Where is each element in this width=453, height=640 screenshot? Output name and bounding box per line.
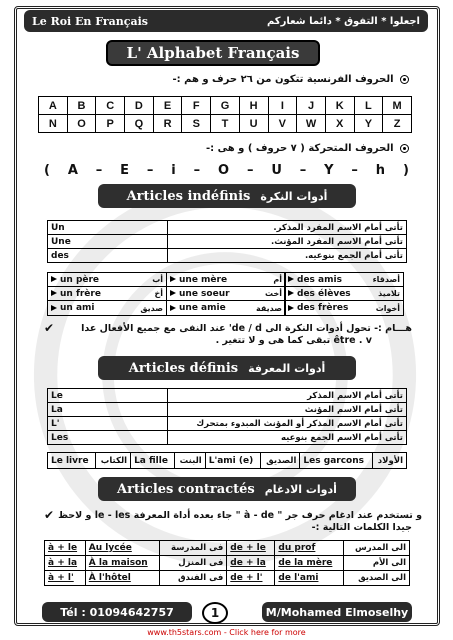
article-usage: تأتى أمام الجمع بنوعيه. bbox=[168, 249, 407, 263]
bullet-icon bbox=[400, 144, 409, 153]
example-column bbox=[284, 272, 404, 316]
contracted-table bbox=[44, 540, 410, 586]
arrow-right-icon bbox=[170, 290, 176, 296]
alphabet-letter: R bbox=[153, 115, 182, 133]
alphabet-letter: N bbox=[39, 115, 68, 133]
contracted-cell: de + l' bbox=[227, 571, 275, 586]
bullet-icon bbox=[400, 75, 409, 84]
example-fr: un ami bbox=[60, 303, 95, 313]
header-left: Le Roi En Français bbox=[32, 14, 148, 28]
alphabet-letter: I bbox=[268, 97, 297, 115]
example-ar: أب bbox=[152, 275, 163, 284]
example-fr: Le livre bbox=[48, 453, 96, 469]
note1-line1: هـــام :- تحول أدوات النكرة الى de / d' عند النفى مع جميع الأفعال عدا bbox=[81, 322, 412, 334]
alphabet-letter: K bbox=[325, 97, 354, 115]
intro-text: الحروف الفرنسية تتكون من ٢٦ حرف و هم :- bbox=[172, 74, 394, 85]
contracted-cell: à + la bbox=[45, 556, 86, 571]
example-fr: La fille bbox=[131, 453, 175, 469]
alphabet-letter: P bbox=[96, 115, 125, 133]
example-fr: L'ami (e) bbox=[205, 453, 260, 469]
section-title-fr: Articles définis bbox=[128, 360, 239, 376]
article-cell: Les bbox=[48, 431, 168, 445]
contracted-cell: فى المنزل bbox=[160, 556, 227, 571]
contracted-cell: الى الأم bbox=[344, 556, 410, 571]
arrow-right-icon bbox=[288, 305, 294, 311]
vowel-item: O bbox=[218, 163, 231, 178]
example-ar: الأولاد bbox=[372, 453, 406, 469]
vowel-item: h bbox=[375, 163, 387, 178]
alphabet-letter: O bbox=[67, 115, 96, 133]
vowel-item: ) bbox=[402, 163, 410, 178]
vowel-item: A bbox=[67, 163, 79, 178]
definite-examples bbox=[47, 452, 407, 469]
contracted-cell: فى المدرسة bbox=[160, 541, 227, 556]
example-fr: des élèves bbox=[297, 288, 351, 299]
example-ar: الصديق bbox=[260, 453, 300, 469]
vowel-item: – bbox=[193, 163, 202, 178]
alphabet-letter: A bbox=[39, 97, 68, 115]
article-usage: تأتى أمام الاسم المذكر أو المؤنث المبدوء بمتحرك bbox=[168, 417, 407, 431]
section-indefinis bbox=[98, 184, 356, 208]
example-ar: البنت bbox=[174, 453, 205, 469]
contracted-cell: À l'hôtel bbox=[85, 571, 159, 586]
alphabet-letter: Q bbox=[125, 115, 154, 133]
contracted-cell: الى المدرس bbox=[344, 541, 410, 556]
example-row bbox=[167, 301, 285, 315]
article-usage: تأتى أمام الاسم المؤنث bbox=[168, 403, 407, 417]
section-title-fr: Articles indéfinis bbox=[126, 188, 251, 204]
contracted-cell: de l'ami bbox=[275, 571, 344, 586]
vowel-item: ( bbox=[44, 163, 51, 178]
example-column bbox=[166, 272, 286, 316]
example-fr: une soeur bbox=[179, 288, 230, 299]
vowels-line bbox=[206, 143, 409, 154]
contracted-cell: de + la bbox=[227, 556, 275, 571]
vowel-item: – bbox=[246, 163, 255, 178]
alphabet-letter: H bbox=[239, 97, 268, 115]
contracted-cell: de + le bbox=[227, 541, 275, 556]
alphabet-letter: Z bbox=[383, 115, 412, 133]
section-contractes bbox=[98, 477, 356, 501]
contracted-cell: Au lycée bbox=[85, 541, 159, 556]
vowel-item: – bbox=[146, 163, 155, 178]
header-bar bbox=[24, 10, 428, 32]
vowel-item: E bbox=[120, 163, 131, 178]
example-row bbox=[48, 301, 166, 315]
vowel-item: – bbox=[351, 163, 359, 178]
section-title-ar: أدوات الادغام bbox=[264, 482, 337, 496]
vowels-row bbox=[44, 163, 410, 178]
alphabet-letter: V bbox=[268, 115, 297, 133]
example-ar: صديق bbox=[140, 303, 163, 313]
example-row bbox=[285, 301, 403, 315]
contracted-cell: فى الفندق bbox=[160, 571, 227, 586]
example-row bbox=[285, 273, 403, 287]
header-right: اجعلوا * التفوق * دائما شعاركم bbox=[266, 15, 420, 27]
contracted-cell: à + l' bbox=[45, 571, 86, 586]
section-title-ar: أدوات المعرفة bbox=[248, 361, 326, 375]
vowel-item: Y bbox=[324, 163, 335, 178]
arrow-right-icon bbox=[51, 290, 57, 296]
article-cell: Le bbox=[48, 389, 168, 403]
example-ar: صديقة bbox=[256, 303, 282, 313]
definite-table bbox=[47, 388, 407, 445]
alphabet-letter: B bbox=[67, 97, 96, 115]
article-cell: Un bbox=[48, 221, 168, 235]
alphabet-letter: C bbox=[96, 97, 125, 115]
section-definis bbox=[98, 356, 356, 380]
footer-author: M/Mohamed Elmoselhy bbox=[262, 602, 412, 622]
alphabet-letter: S bbox=[182, 115, 211, 133]
example-fr: des amis bbox=[297, 274, 342, 285]
example-ar: أخ bbox=[154, 289, 163, 298]
note-contractes bbox=[44, 508, 423, 533]
article-usage: تأتى أمام الاسم المذكر bbox=[168, 389, 407, 403]
example-fr: une amie bbox=[179, 303, 226, 313]
alphabet-letter: L bbox=[354, 97, 383, 115]
intro-line bbox=[172, 74, 409, 85]
alphabet-letter: W bbox=[297, 115, 326, 133]
alphabet-table bbox=[38, 96, 412, 133]
alphabet-letter: G bbox=[211, 97, 240, 115]
example-ar: تلاميذ bbox=[378, 289, 400, 298]
vowel-item: i bbox=[171, 163, 177, 178]
arrow-right-icon bbox=[51, 305, 57, 311]
example-ar: أخوات bbox=[375, 303, 400, 313]
article-cell: des bbox=[48, 249, 168, 263]
article-usage: تأتى أمام الاسم المفرد المذكر. bbox=[168, 221, 407, 235]
arrow-right-icon bbox=[170, 305, 176, 311]
note2-line2: جيدا الكلمات التالية :- bbox=[311, 522, 412, 533]
alphabet-letter: E bbox=[153, 97, 182, 115]
example-ar: أخت bbox=[265, 289, 282, 298]
example-column bbox=[47, 272, 167, 316]
alphabet-letter: J bbox=[297, 97, 326, 115]
arrow-right-icon bbox=[51, 276, 57, 282]
page-title: L' Alphabet Français bbox=[106, 40, 320, 66]
example-fr: un père bbox=[60, 274, 100, 285]
page-number: 1 bbox=[202, 602, 228, 624]
example-row bbox=[48, 273, 166, 287]
contracted-cell: de la mère bbox=[275, 556, 344, 571]
contracted-cell: À la maison bbox=[85, 556, 159, 571]
example-row bbox=[48, 287, 166, 301]
check-icon: ✔ bbox=[44, 321, 55, 335]
vowel-item: – bbox=[299, 163, 308, 178]
note-indefinite bbox=[44, 321, 412, 346]
alphabet-letter: U bbox=[239, 115, 268, 133]
section-title-fr: Articles contractés bbox=[117, 481, 255, 497]
alphabet-letter: X bbox=[325, 115, 354, 133]
footer-tel: Tél : 01094642757 bbox=[42, 602, 192, 622]
arrow-right-icon bbox=[288, 290, 294, 296]
example-fr: Les garcons bbox=[300, 453, 372, 469]
article-usage: تأتى أمام الاسم الجمع بنوعيه bbox=[168, 431, 407, 445]
contracted-cell: الى الصديق bbox=[344, 571, 410, 586]
vowels-text: الحروف المتحركة ( ٧ حروف ) و هى :- bbox=[206, 143, 394, 154]
vowel-item: – bbox=[95, 163, 104, 178]
example-ar: الكتاب bbox=[95, 453, 131, 469]
footer-link[interactable]: www.th5stars.com - Click here for more bbox=[147, 628, 306, 637]
example-row bbox=[167, 287, 285, 301]
contracted-cell: du prof bbox=[275, 541, 344, 556]
example-fr: des frères bbox=[297, 303, 349, 313]
example-fr: une mère bbox=[179, 274, 228, 285]
alphabet-letter: M bbox=[383, 97, 412, 115]
indefinite-table bbox=[47, 220, 407, 263]
example-ar: أصدقاء bbox=[372, 275, 400, 284]
alphabet-letter: T bbox=[211, 115, 240, 133]
section-title-ar: أدوات النكرة bbox=[260, 189, 328, 203]
example-fr: un frère bbox=[60, 288, 101, 299]
example-ar: أم bbox=[273, 275, 282, 284]
check-icon: ✔ bbox=[44, 508, 55, 522]
article-cell: La bbox=[48, 403, 168, 417]
article-usage: تأتى أمام الاسم المفرد المؤنث. bbox=[168, 235, 407, 249]
note2-line1: و تستخدم عند ادغام حرف جر " à - de " جاء بعده أداة المعرفة le - les و لاحظ bbox=[58, 509, 423, 521]
arrow-right-icon bbox=[170, 276, 176, 282]
alphabet-letter: D bbox=[125, 97, 154, 115]
example-row bbox=[285, 287, 403, 301]
vowel-item: U bbox=[271, 163, 283, 178]
alphabet-letter: Y bbox=[354, 115, 383, 133]
example-row bbox=[167, 273, 285, 287]
note1-line2: être . v تبقى كما هى و لا تتغير . bbox=[215, 335, 372, 346]
contracted-cell: à + le bbox=[45, 541, 86, 556]
alphabet-letter: F bbox=[182, 97, 211, 115]
article-cell: L' bbox=[48, 417, 168, 431]
arrow-right-icon bbox=[288, 276, 294, 282]
article-cell: Une bbox=[48, 235, 168, 249]
